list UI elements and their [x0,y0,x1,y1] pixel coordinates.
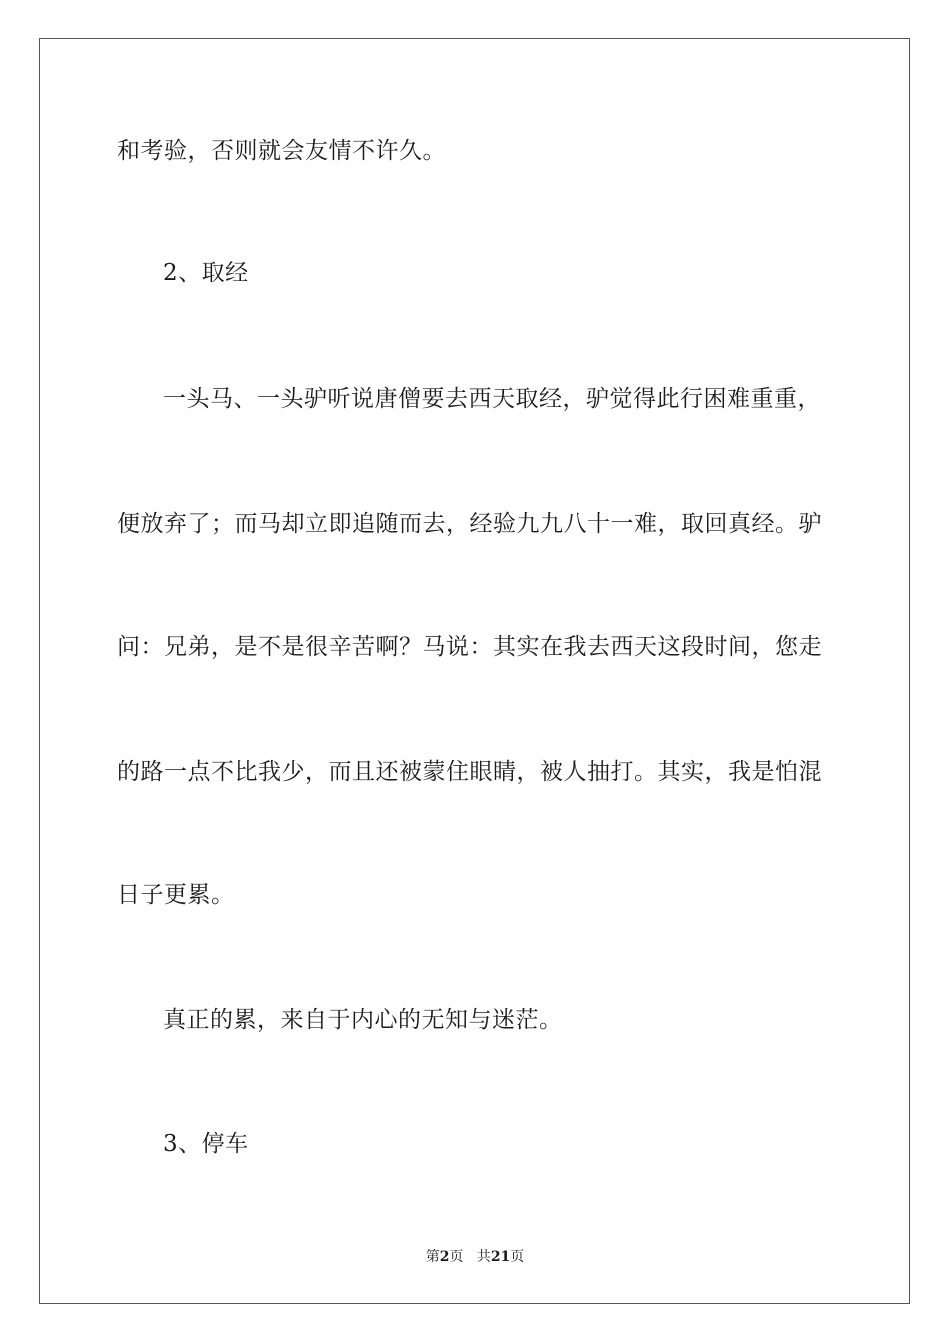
page-frame [39,38,910,1304]
footer-total-prefix: 共 [476,1249,491,1265]
paragraph-conclusion: 真正的累，来自于内心的无知与迷茫。 [163,1007,563,1033]
paragraph-line-4: 的路一点不比我少，而且还被蒙住眼睛，被人抽打。其实，我是怕混 [117,759,822,785]
footer-total-suffix: 页 [510,1249,525,1265]
paragraph-line-5: 日子更累。 [117,882,235,908]
paragraph-line-1: 一头马、一头驴听说唐僧要去西天取经，驴觉得此行困难重重， [163,386,821,412]
paragraph-line-3: 问：兄弟，是不是很辛苦啊？马说：其实在我去西天这段时间，您走 [117,634,822,660]
footer-total-pages: 21 [490,1249,511,1265]
footer-page-suffix: 页 [449,1249,464,1265]
page-footer [0,1248,950,1266]
section-heading-qujing: 2、取经 [163,260,249,286]
footer-current-page: 2 [439,1249,450,1265]
footer-page-prefix: 第 [425,1249,440,1265]
section-heading-tingche: 3、停车 [163,1131,249,1157]
paragraph-line-2: 便放弃了；而马却立即追随而去，经验九九八十一难，取回真经。驴 [117,511,822,537]
text-line-1: 和考验，否则就会友情不许久。 [117,138,446,164]
